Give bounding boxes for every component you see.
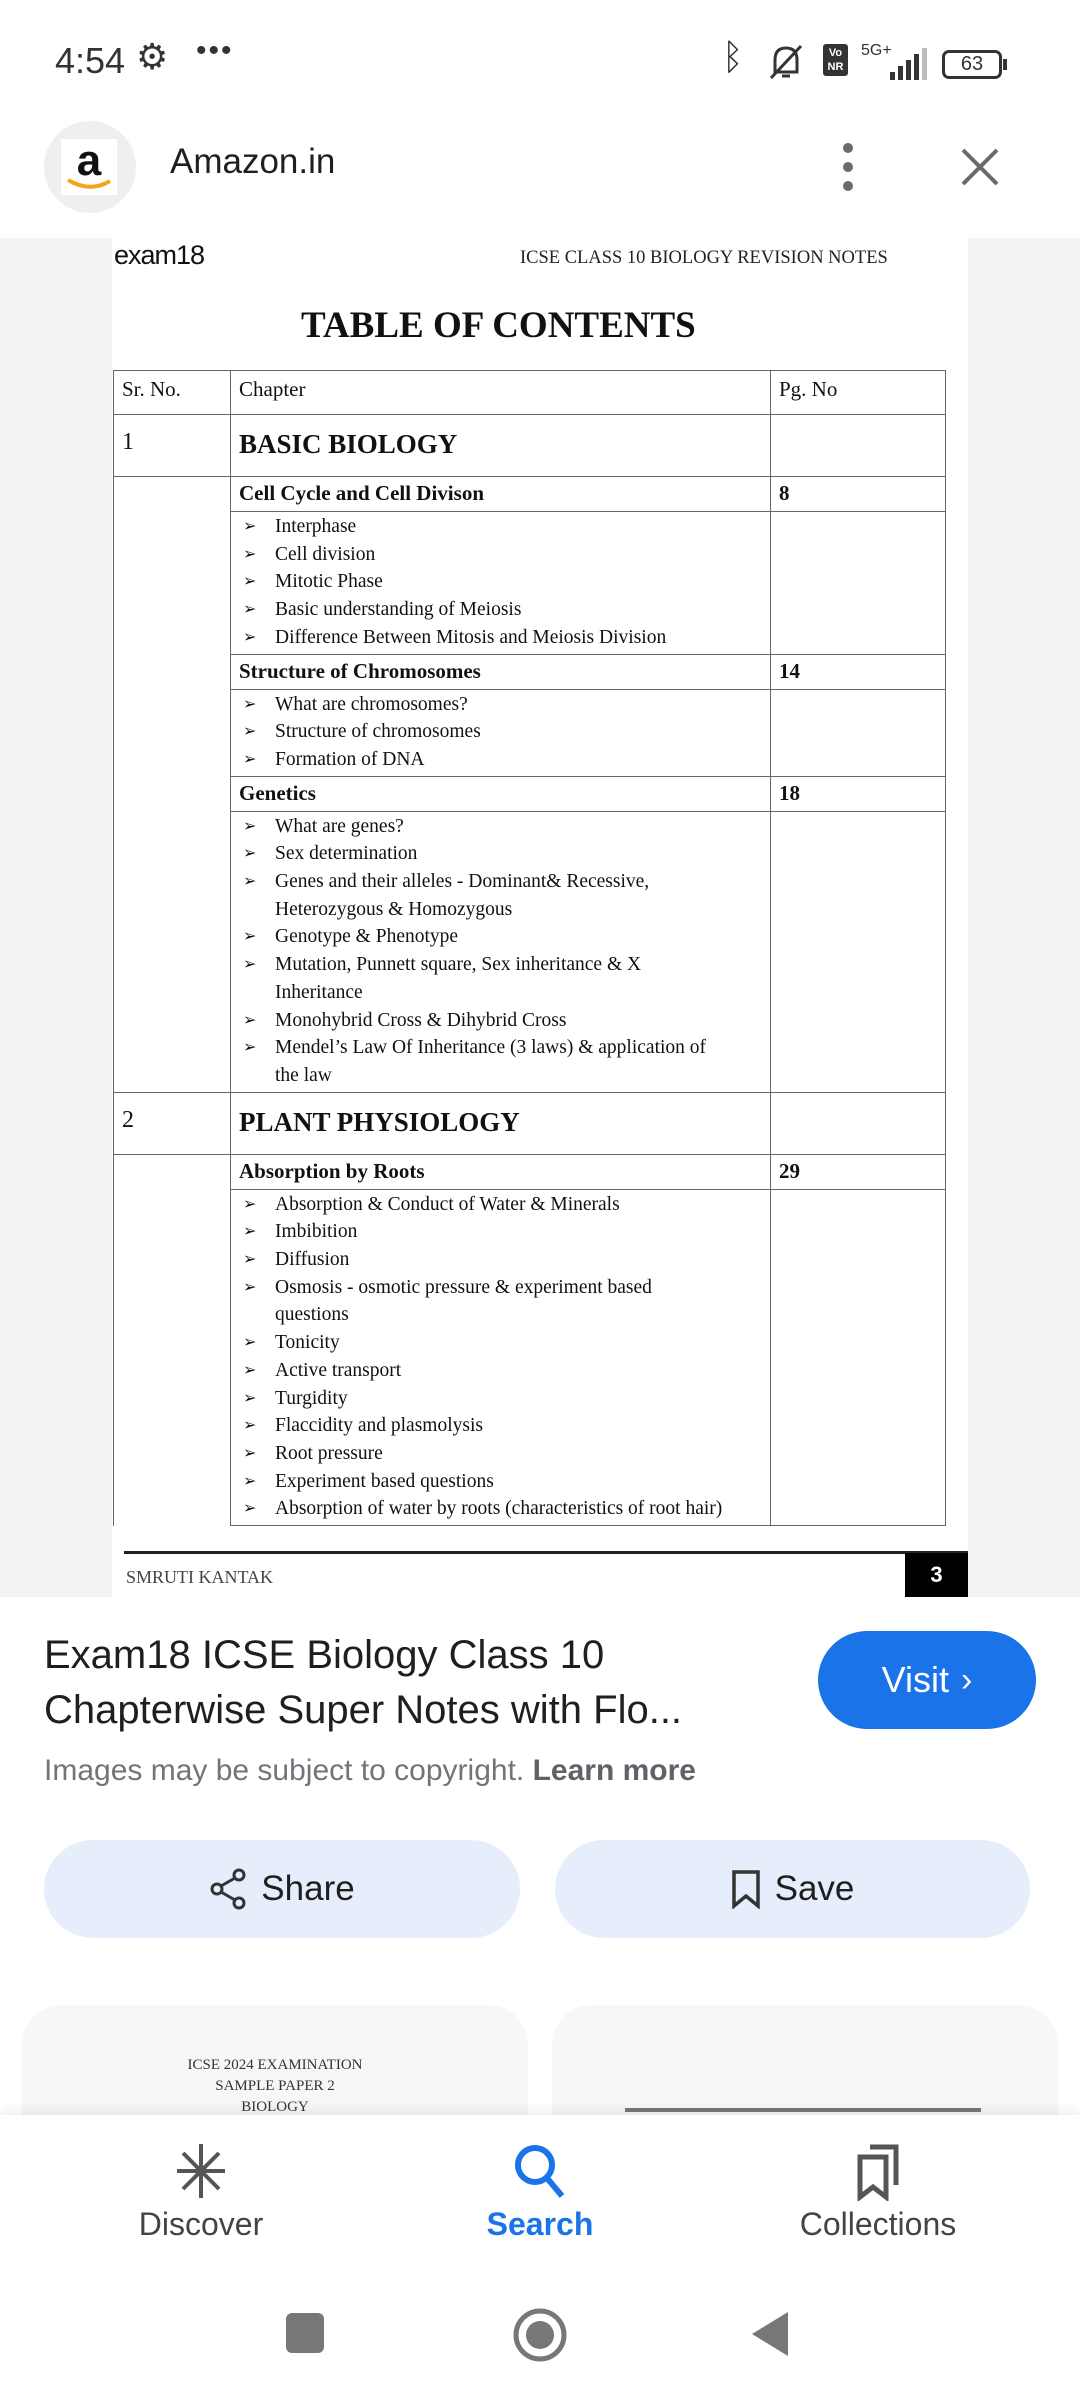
arrow-bullet-icon: ➢ [243, 1389, 257, 1407]
arrow-bullet-icon: ➢ [243, 1334, 257, 1352]
topic-item [239, 691, 762, 719]
nav-label: Discover [138, 2206, 264, 2242]
vonr-icon: Vo NR [823, 44, 848, 76]
chevron-right-icon: › [961, 1660, 973, 1699]
section-title: Cell Cycle and Cell Divison [231, 477, 771, 512]
topic-list [231, 689, 771, 776]
chapter-row [114, 1092, 946, 1154]
topic-text: Formation of DNA [275, 748, 425, 770]
sr-number: 2 [114, 1092, 231, 1154]
topic-item [239, 1191, 762, 1219]
arrow-bullet-icon: ➢ [243, 601, 257, 619]
arrow-bullet-icon: ➢ [243, 1417, 257, 1435]
copyright-text: Images may be subject to copyright. [44, 1754, 525, 1787]
topics-row [114, 689, 946, 776]
topic-list [231, 811, 771, 1092]
save-button[interactable] [555, 1840, 1030, 1938]
visit-button[interactable] [818, 1631, 1036, 1729]
topic-text: Experiment based questions [275, 1470, 494, 1492]
sr-cell [114, 1189, 231, 1525]
section-title: Absorption by Roots [231, 1154, 771, 1189]
nav-discover[interactable] [51, 2141, 351, 2243]
sr-cell [114, 811, 231, 1092]
topics-row [114, 1189, 946, 1525]
thumb-rule [625, 2108, 981, 2112]
section-page: 14 [771, 654, 946, 689]
topic-item [239, 1329, 762, 1357]
arrow-bullet-icon: ➢ [243, 817, 257, 835]
topic-list [231, 512, 771, 655]
site-title: Amazon.in [170, 142, 336, 181]
section-row [114, 1154, 946, 1189]
arrow-bullet-icon: ➢ [243, 545, 257, 563]
topic-item [239, 568, 762, 596]
footer-rule [124, 1551, 968, 1554]
logo-letter: a [76, 136, 102, 185]
topic-text: What are chromosomes? [275, 693, 468, 715]
battery-tip [1003, 59, 1007, 70]
topic-text: Monohybrid Cross & Dihybrid Cross [275, 1009, 567, 1031]
topic-item [239, 1357, 762, 1385]
page-number: 3 [905, 1553, 968, 1597]
toc-table [113, 370, 946, 1526]
section-title: Structure of Chromosomes [231, 654, 771, 689]
topic-item [239, 1412, 762, 1440]
topic-item [239, 541, 762, 569]
more-options-icon[interactable] [838, 142, 858, 192]
arrow-bullet-icon: ➢ [243, 750, 257, 768]
topic-item [239, 813, 762, 841]
section-page: 18 [771, 776, 946, 811]
sr-cell [114, 1154, 231, 1189]
page-cell [771, 415, 946, 477]
nav-label: Collections [799, 2206, 957, 2242]
topic-text: Turgidity [275, 1387, 348, 1409]
arrow-bullet-icon: ➢ [243, 1039, 257, 1057]
col-header: Pg. No [771, 371, 946, 415]
topic-item [239, 1007, 762, 1035]
topic-text: Tonicity [275, 1332, 340, 1354]
topic-text: Osmosis - osmotic pressure & experiment based questions [275, 1276, 652, 1326]
chapter-title: PLANT PHYSIOLOGY [231, 1092, 771, 1154]
topic-item [239, 624, 762, 652]
bluetooth-icon: ᛒ [722, 36, 744, 77]
smile-icon [66, 177, 114, 191]
topic-text: Structure of chromosomes [275, 721, 481, 743]
sr-cell [114, 512, 231, 655]
status-bar [0, 0, 1080, 125]
topic-item [239, 746, 762, 774]
topic-text: Absorption & Conduct of Water & Minerals [275, 1193, 620, 1215]
topics-row [114, 512, 946, 655]
sr-cell [114, 776, 231, 811]
topic-text: Genes and their alleles - Dominant& Recessive, Heterozygous & Homozygous [275, 871, 650, 920]
learn-more-link[interactable]: Learn more [532, 1754, 696, 1787]
arrow-bullet-icon: ➢ [243, 695, 257, 713]
topic-text: What are genes? [275, 815, 404, 837]
topic-text: Active transport [275, 1359, 402, 1381]
nav-search[interactable] [390, 2141, 690, 2243]
nav-collections[interactable] [728, 2141, 1028, 2243]
muted-bell-icon [765, 42, 807, 82]
arrow-bullet-icon: ➢ [243, 956, 257, 974]
share-button[interactable] [44, 1840, 520, 1938]
topic-item [239, 1218, 762, 1246]
topic-text: Imbibition [275, 1221, 358, 1243]
chapter-row [114, 415, 946, 477]
topic-text: Mutation, Punnett square, Sex inheritance & X Inheritance [275, 954, 642, 1003]
sr-number: 1 [114, 415, 231, 477]
topics-row [114, 811, 946, 1092]
settings-icon: ⚙ [136, 36, 169, 77]
bottom-navigation [0, 2115, 1080, 2400]
copyright-notice [44, 1754, 696, 1788]
topic-item [239, 1274, 762, 1329]
arrow-bullet-icon: ➢ [243, 1444, 257, 1462]
close-icon[interactable] [960, 147, 1000, 187]
sr-cell [114, 654, 231, 689]
toc-heading: TABLE OF CONTENTS [301, 305, 696, 346]
signal-icon [880, 48, 930, 80]
topic-item [239, 596, 762, 624]
arrow-bullet-icon: ➢ [243, 1278, 257, 1296]
topic-item [239, 840, 762, 868]
thumb-line: ICSE 2024 EXAMINATION [187, 2057, 363, 2073]
battery-indicator: 63 [942, 50, 1002, 79]
page-cell [771, 811, 946, 1092]
arrow-bullet-icon: ➢ [243, 873, 257, 891]
topic-text: Mitotic Phase [275, 571, 383, 593]
share-icon [209, 1868, 247, 1910]
page-cell [771, 512, 946, 655]
home-button[interactable] [513, 2308, 567, 2362]
more-notifications-icon: ••• [196, 34, 234, 67]
share-label: Share [261, 1869, 355, 1908]
topic-item [239, 1440, 762, 1468]
topic-item [239, 1385, 762, 1413]
amazon-logo [61, 136, 117, 195]
topic-text: Difference Between Mitosis and Meiosis Division [275, 626, 667, 648]
arrow-bullet-icon: ➢ [243, 628, 257, 646]
arrow-bullet-icon: ➢ [243, 1472, 257, 1490]
topic-text: Diffusion [275, 1249, 350, 1271]
col-header: Sr. No. [114, 371, 231, 415]
status-time: 4:54 [55, 40, 126, 81]
search-icon [510, 2141, 570, 2201]
section-page: 29 [771, 1154, 946, 1189]
bookmark-icon [731, 1869, 761, 1909]
topic-text: Cell division [275, 543, 376, 565]
topic-text: Root pressure [275, 1442, 383, 1464]
arrow-bullet-icon: ➢ [243, 928, 257, 946]
arrow-bullet-icon: ➢ [243, 573, 257, 591]
arrow-bullet-icon: ➢ [243, 723, 257, 741]
chapter-title: BASIC BIOLOGY [231, 415, 771, 477]
topic-text: Sex determination [275, 843, 418, 865]
sr-cell [114, 477, 231, 512]
topic-item [239, 1468, 762, 1496]
topic-text: Genotype & Phenotype [275, 926, 459, 948]
collections-icon [848, 2141, 908, 2201]
running-title: ICSE CLASS 10 BIOLOGY REVISION NOTES [520, 248, 888, 268]
topic-text: Absorption of water by roots (characteristics of root hair) [275, 1498, 723, 1520]
section-title: Genetics [231, 776, 771, 811]
arrow-bullet-icon: ➢ [243, 1361, 257, 1379]
document-page [112, 238, 968, 1597]
site-favicon [44, 121, 136, 213]
arrow-bullet-icon: ➢ [243, 518, 257, 535]
image-preview[interactable] [0, 238, 1080, 1597]
col-header: Chapter [231, 371, 771, 415]
recents-button[interactable] [286, 2313, 324, 2353]
page-cell [771, 1189, 946, 1525]
thumb-line: BIOLOGY [241, 2099, 309, 2115]
page-cell [771, 1092, 946, 1154]
topic-item [239, 951, 762, 1006]
network-type: 5G+ [861, 42, 892, 59]
topic-text: Flaccidity and plasmolysis [275, 1415, 483, 1437]
arrow-bullet-icon: ➢ [243, 1195, 257, 1213]
topic-item [239, 1246, 762, 1274]
nav-label: Search [486, 2206, 594, 2242]
arrow-bullet-icon: ➢ [243, 1251, 257, 1269]
topic-item [239, 923, 762, 951]
page-cell [771, 689, 946, 776]
section-row [114, 654, 946, 689]
topic-item [239, 1034, 762, 1089]
footer-author: SMRUTI KANTAK [126, 1567, 274, 1587]
topic-item [239, 1495, 762, 1523]
section-page: 8 [771, 477, 946, 512]
topic-text: Basic understanding of Meiosis [275, 599, 522, 621]
arrow-bullet-icon: ➢ [243, 1011, 257, 1029]
sr-cell [114, 689, 231, 776]
topic-text: Mendel’s Law Of Inheritance (3 laws) & application of the law [275, 1037, 707, 1086]
save-label: Save [774, 1869, 855, 1908]
thumb-line: SAMPLE PAPER 2 [215, 2078, 335, 2094]
topic-item [239, 868, 762, 923]
arrow-bullet-icon: ➢ [243, 845, 257, 863]
arrow-bullet-icon: ➢ [243, 1500, 257, 1518]
visit-label: Visit [881, 1659, 950, 1700]
topic-text: Interphase [275, 516, 357, 537]
toc-header-row [114, 371, 946, 415]
topic-item [239, 513, 762, 541]
brand-logo: exam18 [114, 240, 205, 270]
result-title[interactable]: Exam18 ICSE Biology Class 10 Chapterwise Super Notes with Flo... [44, 1633, 683, 1732]
section-row [114, 477, 946, 512]
topic-list [231, 1189, 771, 1525]
arrow-bullet-icon: ➢ [243, 1223, 257, 1241]
topic-item [239, 718, 762, 746]
back-button[interactable] [750, 2310, 790, 2358]
discover-icon [171, 2141, 231, 2201]
section-row [114, 776, 946, 811]
